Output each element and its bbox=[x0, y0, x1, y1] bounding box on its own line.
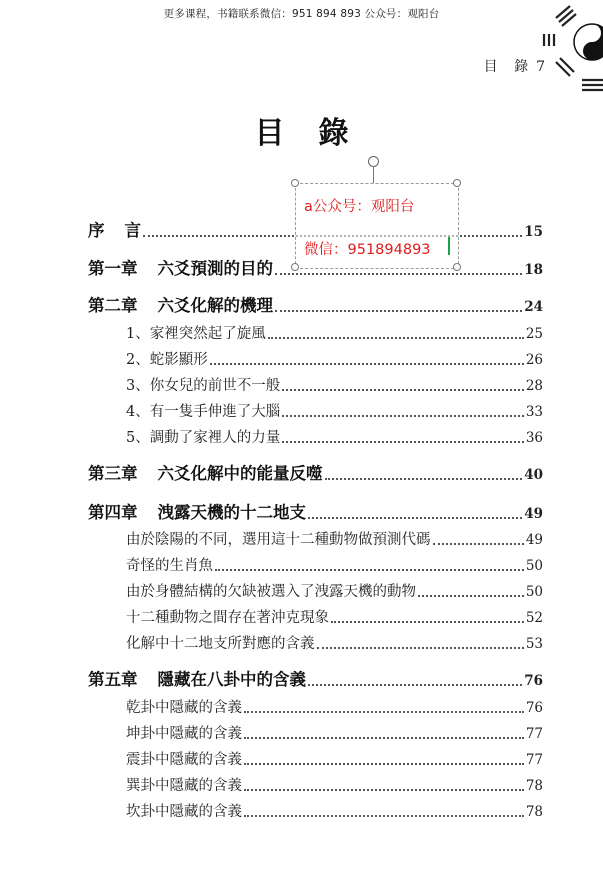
toc-section-row[interactable] bbox=[126, 722, 543, 743]
toc-page-number: 36 bbox=[525, 430, 543, 446]
toc-page-number: 49 bbox=[525, 532, 543, 548]
toc-page-number: 53 bbox=[525, 636, 543, 652]
toc-entry-label bbox=[88, 499, 306, 523]
toc-page-number: 28 bbox=[525, 378, 543, 394]
running-head-title: 目 錄 bbox=[483, 59, 535, 75]
chapter-number: 第二章 bbox=[88, 296, 138, 315]
resize-handle-br[interactable] bbox=[453, 263, 461, 271]
leader-dots bbox=[308, 674, 522, 685]
chapter-number: 第一章 bbox=[88, 259, 138, 278]
toc-page-number: 78 bbox=[525, 778, 543, 794]
toc-entry-label bbox=[88, 292, 273, 316]
watermark-line-1[interactable]: a公众号：观阳台 bbox=[304, 199, 415, 215]
toc-section-row[interactable] bbox=[126, 748, 543, 769]
chapter-title: 六爻化解中的能量反噬 bbox=[157, 464, 323, 483]
toc-entry-label: 十二種動物之間存在著沖克現象 bbox=[126, 610, 329, 626]
toc-page-number: 26 bbox=[525, 352, 543, 368]
top-contact-note: 更多课程，书籍联系微信：951 894 893 公众号：观阳台 bbox=[163, 8, 440, 20]
leader-dots bbox=[308, 507, 522, 518]
toc-page-number: 50 bbox=[525, 584, 543, 600]
leader-dots bbox=[433, 536, 524, 546]
chapter-number: 序 bbox=[88, 221, 105, 240]
chapter-title: 六爻預測的目的 bbox=[157, 259, 273, 278]
leader-dots bbox=[317, 640, 524, 650]
chapter-number: 第四章 bbox=[88, 503, 138, 522]
resize-handle-bl[interactable] bbox=[291, 263, 299, 271]
leader-dots bbox=[275, 300, 522, 311]
toc-section-row[interactable] bbox=[126, 348, 543, 369]
toc-entry-label: 由於陰陽的不同，選用這十二種動物做預測代碼 bbox=[126, 532, 431, 548]
toc-page-number: 24 bbox=[524, 299, 543, 315]
page-number: 7 bbox=[536, 59, 545, 75]
toc-entry-label: 乾卦中隱藏的含義 bbox=[126, 700, 242, 716]
resize-handle-tl[interactable] bbox=[291, 179, 299, 187]
leader-dots bbox=[268, 330, 524, 340]
toc-page-number: 49 bbox=[524, 506, 543, 522]
toc-entry-label: 1、家裡突然起了旋風 bbox=[126, 326, 266, 342]
toc-chapter-row[interactable] bbox=[88, 666, 543, 690]
leader-dots bbox=[418, 588, 524, 598]
toc-entry-label: 巽卦中隱藏的含義 bbox=[126, 778, 242, 794]
toc-entry-label: 4、有一隻手伸進了大腦 bbox=[126, 404, 281, 420]
toc-entry-label: 坤卦中隱藏的含義 bbox=[126, 726, 242, 742]
toc-entry-label bbox=[88, 217, 141, 241]
toc-section-row[interactable] bbox=[126, 426, 543, 447]
leader-dots bbox=[215, 562, 524, 572]
chapter-title: 洩露天機的十二地支 bbox=[157, 503, 306, 522]
toc-page-number: 52 bbox=[525, 610, 543, 626]
toc-page-number: 40 bbox=[524, 467, 543, 483]
toc-entry-label: 3、你女兒的前世不一般 bbox=[126, 378, 281, 394]
chapter-title: 言 bbox=[124, 221, 141, 240]
toc-entry-label: 震卦中隱藏的含義 bbox=[126, 752, 242, 768]
toc-section-row[interactable] bbox=[126, 400, 543, 421]
leader-dots bbox=[282, 408, 524, 418]
toc-entry-label: 奇怪的生肖魚 bbox=[126, 558, 213, 574]
page-title: 目錄 bbox=[254, 116, 383, 151]
toc-section-row[interactable] bbox=[126, 374, 543, 395]
leader-dots bbox=[325, 468, 523, 479]
toc-section-row[interactable] bbox=[126, 528, 543, 549]
leader-dots bbox=[244, 782, 524, 792]
toc-page-number: 77 bbox=[525, 726, 543, 742]
leader-dots bbox=[244, 808, 524, 818]
rotate-handle-stem bbox=[373, 166, 374, 183]
toc-page-number: 76 bbox=[524, 673, 543, 689]
toc-section-row[interactable] bbox=[126, 800, 543, 821]
toc-entry-label: 坎卦中隱藏的含義 bbox=[126, 804, 242, 820]
leader-dots bbox=[282, 382, 524, 392]
toc-chapter-row[interactable] bbox=[88, 292, 543, 316]
toc-section-row[interactable] bbox=[126, 696, 543, 717]
toc-chapter-row[interactable] bbox=[88, 460, 543, 484]
chapter-number: 第三章 bbox=[88, 464, 138, 483]
leader-dots bbox=[331, 614, 524, 624]
toc-entry-label: 5、調動了家裡人的力量 bbox=[126, 430, 281, 446]
toc-section-row[interactable] bbox=[126, 774, 543, 795]
leader-dots bbox=[244, 756, 524, 766]
toc-entry-label: 由於身體結構的欠缺被選入了洩露天機的動物 bbox=[126, 584, 416, 600]
toc-page-number: 76 bbox=[525, 700, 543, 716]
chapter-title: 隱藏在八卦中的含義 bbox=[157, 670, 306, 689]
toc-page-number: 78 bbox=[525, 804, 543, 820]
toc-entry-label bbox=[88, 460, 323, 484]
toc-page-number: 25 bbox=[525, 326, 543, 342]
toc-page-number: 50 bbox=[525, 558, 543, 574]
leader-dots bbox=[244, 730, 524, 740]
toc-page-number: 33 bbox=[525, 404, 543, 420]
toc-page-number: 77 bbox=[525, 752, 543, 768]
toc-section-row[interactable] bbox=[126, 554, 543, 575]
toc-entry-label bbox=[88, 255, 273, 279]
watermark-line-2[interactable]: 微信：951894893 bbox=[304, 242, 431, 258]
toc-section-row[interactable] bbox=[126, 580, 543, 601]
toc-section-row[interactable] bbox=[126, 322, 543, 343]
toc-chapter-row[interactable] bbox=[88, 499, 543, 523]
chapter-number: 第五章 bbox=[88, 670, 138, 689]
toc-entry-label: 2、蛇影顯形 bbox=[126, 352, 208, 368]
toc-page-number: 18 bbox=[524, 262, 543, 278]
resize-handle-tr[interactable] bbox=[453, 179, 461, 187]
toc-entry-label bbox=[88, 666, 306, 690]
toc-entry-label: 化解中十二地支所對應的含義 bbox=[126, 636, 315, 652]
leader-dots bbox=[244, 704, 524, 714]
toc-page-number: 15 bbox=[524, 224, 543, 240]
text-cursor bbox=[448, 237, 450, 255]
leader-dots bbox=[282, 434, 524, 444]
toc-section-row[interactable] bbox=[126, 632, 543, 653]
toc-section-row[interactable] bbox=[126, 606, 543, 627]
chapter-title: 六爻化解的機理 bbox=[157, 296, 273, 315]
leader-dots bbox=[210, 356, 524, 366]
